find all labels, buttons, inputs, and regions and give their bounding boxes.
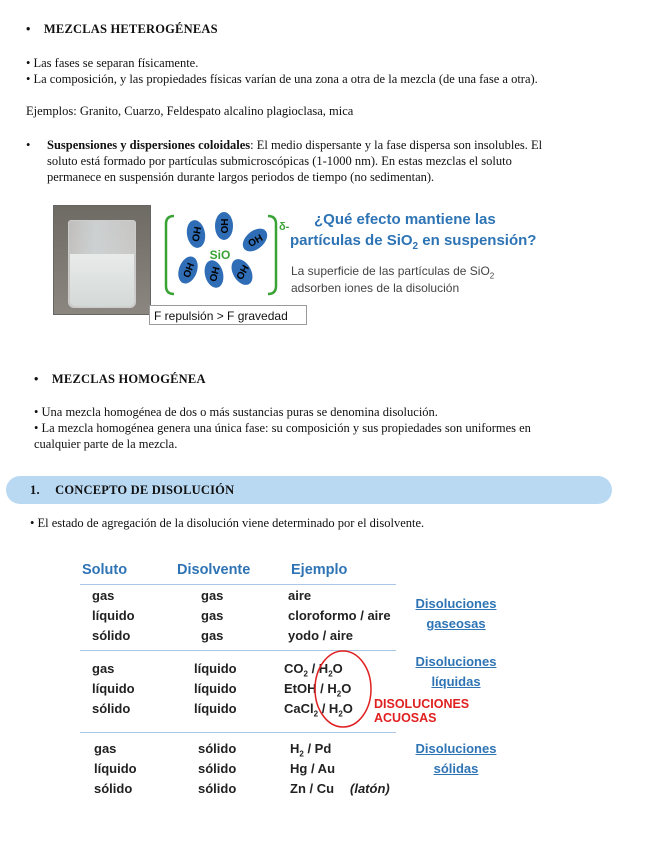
sio2-particle-diagram <box>158 208 308 298</box>
table-cell: sólido <box>92 701 131 716</box>
dissolution-table <box>80 546 530 806</box>
banner-heading <box>30 483 234 498</box>
suspension-paragraph <box>47 137 617 153</box>
category-gaseosas: Disoluciones gaseosas <box>415 596 497 631</box>
svg-text:OH: OH <box>220 218 231 234</box>
oh-ellipse-6 <box>227 255 257 288</box>
table-cell: líquido <box>94 761 137 776</box>
figure-question-line-1: ¿Qué efecto mantiene las <box>314 211 496 228</box>
table-cell: Zn / Cu <box>290 781 335 796</box>
table-cell: gas <box>201 588 224 603</box>
figure-question-line-2: partículas de SiO$_2$ en suspensión? <box>290 232 537 252</box>
beaker-glass <box>68 220 136 308</box>
suspension-bullet-dot: • <box>26 138 31 152</box>
table-cell: sólido <box>198 741 237 756</box>
figure-answer-line-1: La superficie de las partículas de SiO$_2$ <box>291 264 495 281</box>
beaker-liquid <box>70 254 134 306</box>
table-cell: sólido <box>94 781 133 796</box>
category-liquidas: Disoluciones líquidas <box>415 654 497 689</box>
table-divider <box>80 732 396 733</box>
hom-line-3: cualquier parte de la mezcla. <box>34 437 178 451</box>
table-header-disolvente: Disolvente <box>177 562 251 578</box>
oh-ellipse-3 <box>238 224 271 256</box>
table-cell: líquido <box>194 661 237 676</box>
heading-text: MEZCLAS HETEROGÉNEAS <box>43 22 218 36</box>
table-cell: yodo / aire <box>288 628 354 643</box>
table-cell-formula: $H_2$ / Pd <box>290 741 332 759</box>
table-cell: sólido <box>198 761 237 776</box>
beaker-photo <box>53 205 151 315</box>
banner-title: CONCEPTO DE DISOLUCIÓN <box>55 483 235 497</box>
suspension-text-1: : El medio dispersante y la fase dispersa son insolubles. El <box>250 138 543 152</box>
suspension-text-2: soluto está formado por partículas submicroscópicas (1-1000 nm). En estas mezclas el soluto <box>47 154 512 168</box>
oh-ellipse-5 <box>202 258 227 290</box>
table-header-ejemplo: Ejemplo <box>291 562 348 578</box>
svg-text:OH: OH <box>190 225 205 243</box>
table-cell: sólido <box>92 628 131 643</box>
heading-bullet: • <box>34 372 39 386</box>
svg-text:OH: OH <box>234 263 252 282</box>
svg-text:OH: OH <box>181 261 198 280</box>
table-cell: líquido <box>92 681 135 696</box>
svg-text:OH: OH <box>208 265 223 284</box>
table-cell: gas <box>94 741 117 756</box>
section-homogenea-heading <box>34 372 206 387</box>
het-line-1: • Las fases se separan físicamente. <box>26 56 199 70</box>
banner-number: 1. <box>30 483 40 497</box>
table-cell: gas <box>201 608 224 623</box>
oh-ellipse-4 <box>175 254 201 286</box>
table-cell: gas <box>92 588 115 603</box>
force-comparison-box: F repulsión > F gravedad <box>149 305 307 325</box>
state-line: • El estado de agregación de la disolución viene determinado por el disolvente. <box>30 516 425 530</box>
sio-label: SiO <box>209 248 231 262</box>
het-examples: Ejemplos: Granito, Cuarzo, Feldespato alcalino plagioclasa, mica <box>26 104 354 118</box>
table-divider <box>80 584 396 585</box>
table-cell: Hg / Au <box>290 761 336 776</box>
table-cell: sólido <box>198 781 237 796</box>
table-cell-formula: EtOH / $H_2O$ <box>284 681 352 699</box>
hom-line-2: • La mezcla homogénea genera una única fase: su composición y sus propiedades son uniformes en <box>34 421 531 435</box>
heading-bullet: • <box>26 22 31 36</box>
table-cell: líquido <box>92 608 135 623</box>
hom-line-1: • Una mezcla homogénea de dos o más sustancias puras se denomina disolución. <box>34 405 438 419</box>
table-cell-formula: $CO_2 / H_2O$ <box>284 661 343 679</box>
water-highlight-ellipse <box>310 648 376 730</box>
oh-ellipse-1 <box>185 219 208 250</box>
left-bracket <box>166 216 174 294</box>
table-cell: gas <box>92 661 115 676</box>
laton-note: (latón) <box>350 781 390 796</box>
svg-text:OH: OH <box>246 232 265 250</box>
table-cell: cloroformo / aire <box>288 608 391 623</box>
table-header-soluto: Soluto <box>82 562 128 578</box>
table-cell: aire <box>288 588 312 603</box>
category-solidas: Disoluciones sólidas <box>415 741 497 776</box>
label-disoluciones-acuosas: DISOLUCIONES ACUOSAS <box>374 697 470 725</box>
right-bracket <box>268 216 276 294</box>
table-cell: líquido <box>194 701 237 716</box>
figure-answer-line-2: adsorben iones de la disolución <box>291 281 460 295</box>
table-cell: líquido <box>194 681 237 696</box>
suspension-title: Suspensiones y dispersiones coloidales <box>47 138 251 152</box>
table-cell: gas <box>201 628 224 643</box>
oh-ellipse-2 <box>215 212 233 240</box>
delta-minus-label: δ- <box>279 221 290 233</box>
section-heterogeneas-heading <box>26 22 218 37</box>
het-line-2: • La composición, y las propiedades físicas varían de una zona a otra de la mezcla (de una fase a otra). <box>26 72 538 86</box>
heading-text: MEZCLAS HOMOGÉNEA <box>51 372 206 386</box>
suspension-text-3: permanece en suspensión durante largos periodos de tiempo (no sedimentan). <box>47 170 435 184</box>
table-cell-formula: CaCl$_2$ / $H_2O$ <box>284 701 353 719</box>
